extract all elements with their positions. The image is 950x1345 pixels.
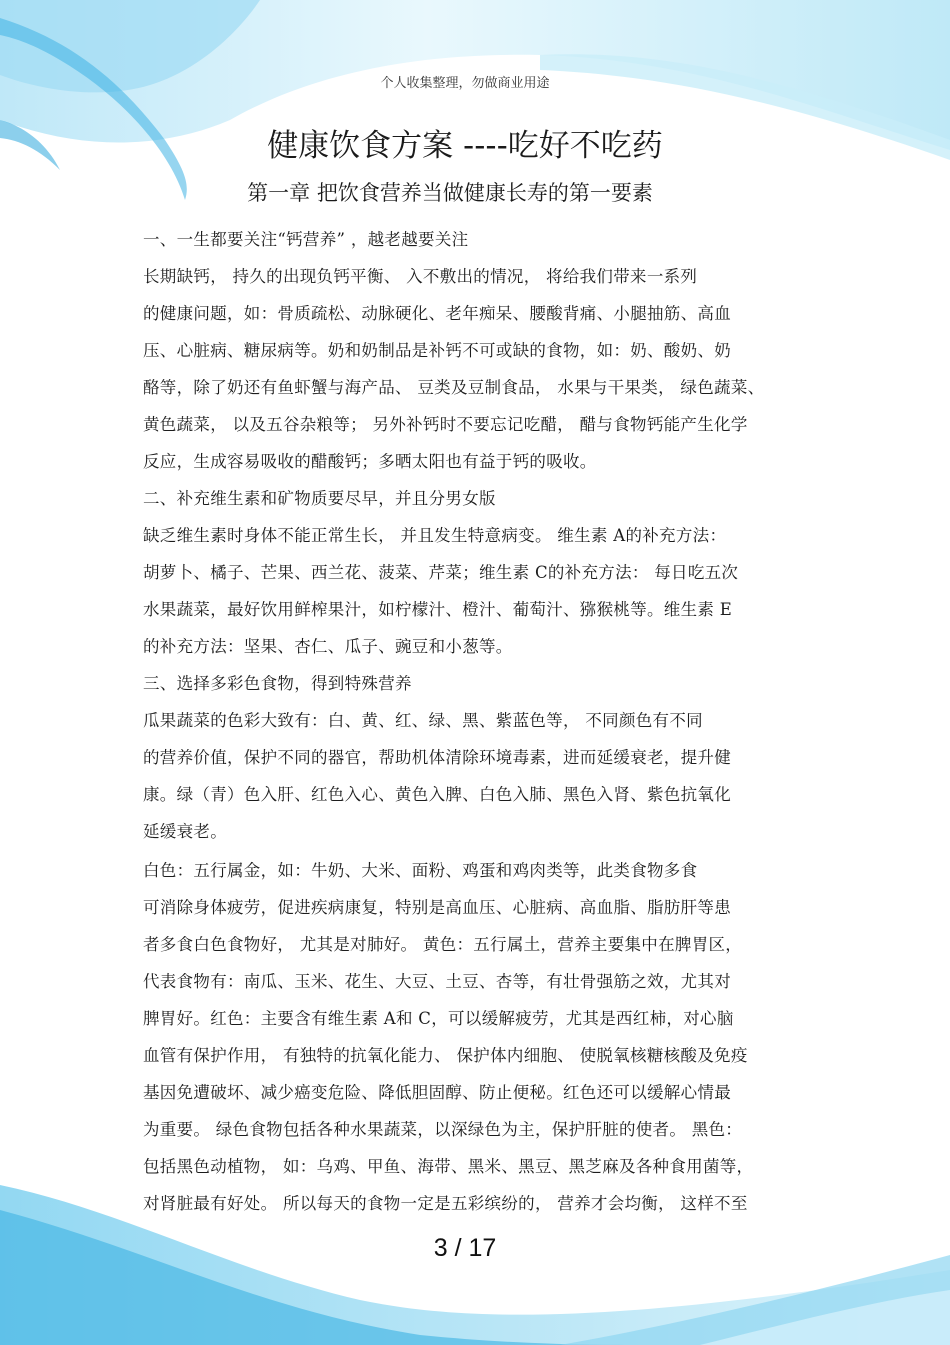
paragraph-line: 的补充方法：坚果、杏仁、瓜子、豌豆和小葱等。 xyxy=(143,637,513,656)
paragraph-line: 的健康问题，如：骨质疏松、动脉硬化、老年痴呆、腰酸背痛、小腿抽筋、高血 xyxy=(143,304,731,323)
watermark-text: 个人收集整理，勿做商业用途 xyxy=(380,76,550,91)
paragraph-line: 酪等，除了奶还有鱼虾蟹与海产品、 豆类及豆制食品， 水果与干果类， 绿色蔬菜、 xyxy=(143,378,765,397)
paragraph-line: 基因免遭破坏、减少癌变危险、降低胆固醇、防止便秘。红色还可以缓解心情最 xyxy=(143,1083,731,1102)
paragraph-line: 长期缺钙， 持久的出现负钙平衡、 入不敷出的情况， 将给我们带来一系列 xyxy=(143,267,698,286)
document-title: 健康饮食方案 ----吃好不吃药 xyxy=(267,128,663,164)
paragraph-line: 压、心脏病、糖尿病等。奶和奶制品是补钙不可或缺的食物，如：奶、酸奶、奶 xyxy=(143,341,731,360)
paragraph-line: 缺乏维生素时身体不能正常生长， 并且发生特意病变。 维生素 A的补充方法： xyxy=(143,526,727,545)
section-heading-colors: 三、选择多彩色食物，得到特殊营养 xyxy=(143,674,412,693)
paragraph-line: 胡萝卜、橘子、芒果、西兰花、菠菜、芹菜；维生素 C的补充方法： 每日吃五次 xyxy=(143,563,739,582)
paragraph-line: 者多食白色食物好， 尤其是对肺好。 黄色：五行属土，营养主要集中在脾胃区， xyxy=(143,935,743,954)
paragraph-line: 对肾脏最有好处。 所以每天的食物一定是五彩缤纷的， 营养才会均衡， 这样不至 xyxy=(143,1194,748,1213)
paragraph-line: 包括黑色动植物， 如：乌鸡、甲鱼、海带、黑米、黑豆、黑芝麻及各种食用菌等， xyxy=(143,1157,754,1176)
paragraph-line: 康。绿（青）色入肝、红色入心、黄色入脾、白色入肺、黑色入肾、紫色抗氧化 xyxy=(143,785,731,804)
paragraph-line: 为重要。 绿色食物包括各种水果蔬菜，以深绿色为主，保护肝脏的使者。 黑色： xyxy=(143,1120,743,1139)
paragraph-line: 瓜果蔬菜的色彩大致有：白、黄、红、绿、黑、紫蓝色等， 不同颜色有不同 xyxy=(143,711,703,730)
paragraph-line: 脾胃好。红色：主要含有维生素 A和 C，可以缓解疲劳，尤其是西红柿，对心脑 xyxy=(143,1009,734,1028)
page-number: 3 / 17 xyxy=(433,1234,497,1262)
paragraph-line: 延缓衰老。 xyxy=(143,822,227,841)
paragraph-line: 黄色蔬菜， 以及五谷杂粮等； 另外补钙时不要忘记吃醋， 醋与食物钙能产生化学 xyxy=(143,415,748,434)
paragraph-line: 代表食物有：南瓜、玉米、花生、大豆、土豆、杏等，有壮骨强筋之效，尤其对 xyxy=(143,972,731,991)
paragraph-line: 可消除身体疲劳，促进疾病康复，特别是高血压、心脏病、高血脂、脂肪肝等患 xyxy=(143,898,731,917)
section-heading-vitamins: 二、补充维生素和矿物质要尽早，并且分男女版 xyxy=(143,489,496,508)
paragraph-line: 反应，生成容易吸收的醋酸钙；多晒太阳也有益于钙的吸收。 xyxy=(143,452,597,471)
paragraph-line: 白色：五行属金，如：牛奶、大米、面粉、鸡蛋和鸡肉类等，此类食物多食 xyxy=(143,861,698,880)
paragraph-line: 水果蔬菜，最好饮用鲜榨果汁，如柠檬汁、橙汁、葡萄汁、猕猴桃等。维生素 E xyxy=(143,600,733,619)
chapter-heading: 第一章 把饮食营养当做健康长寿的第一要素 xyxy=(247,181,653,205)
paragraph-line: 的营养价值，保护不同的器官，帮助机体清除环境毒素，进而延缓衰老，提升健 xyxy=(143,748,731,767)
section-heading-calcium: 一、一生都要关注“钙营养” ，越老越要关注 xyxy=(143,230,469,249)
paragraph-line: 血管有保护作用， 有独特的抗氧化能力、 保护体内细胞、 使脱氧核糖核酸及免疫 xyxy=(143,1046,748,1065)
